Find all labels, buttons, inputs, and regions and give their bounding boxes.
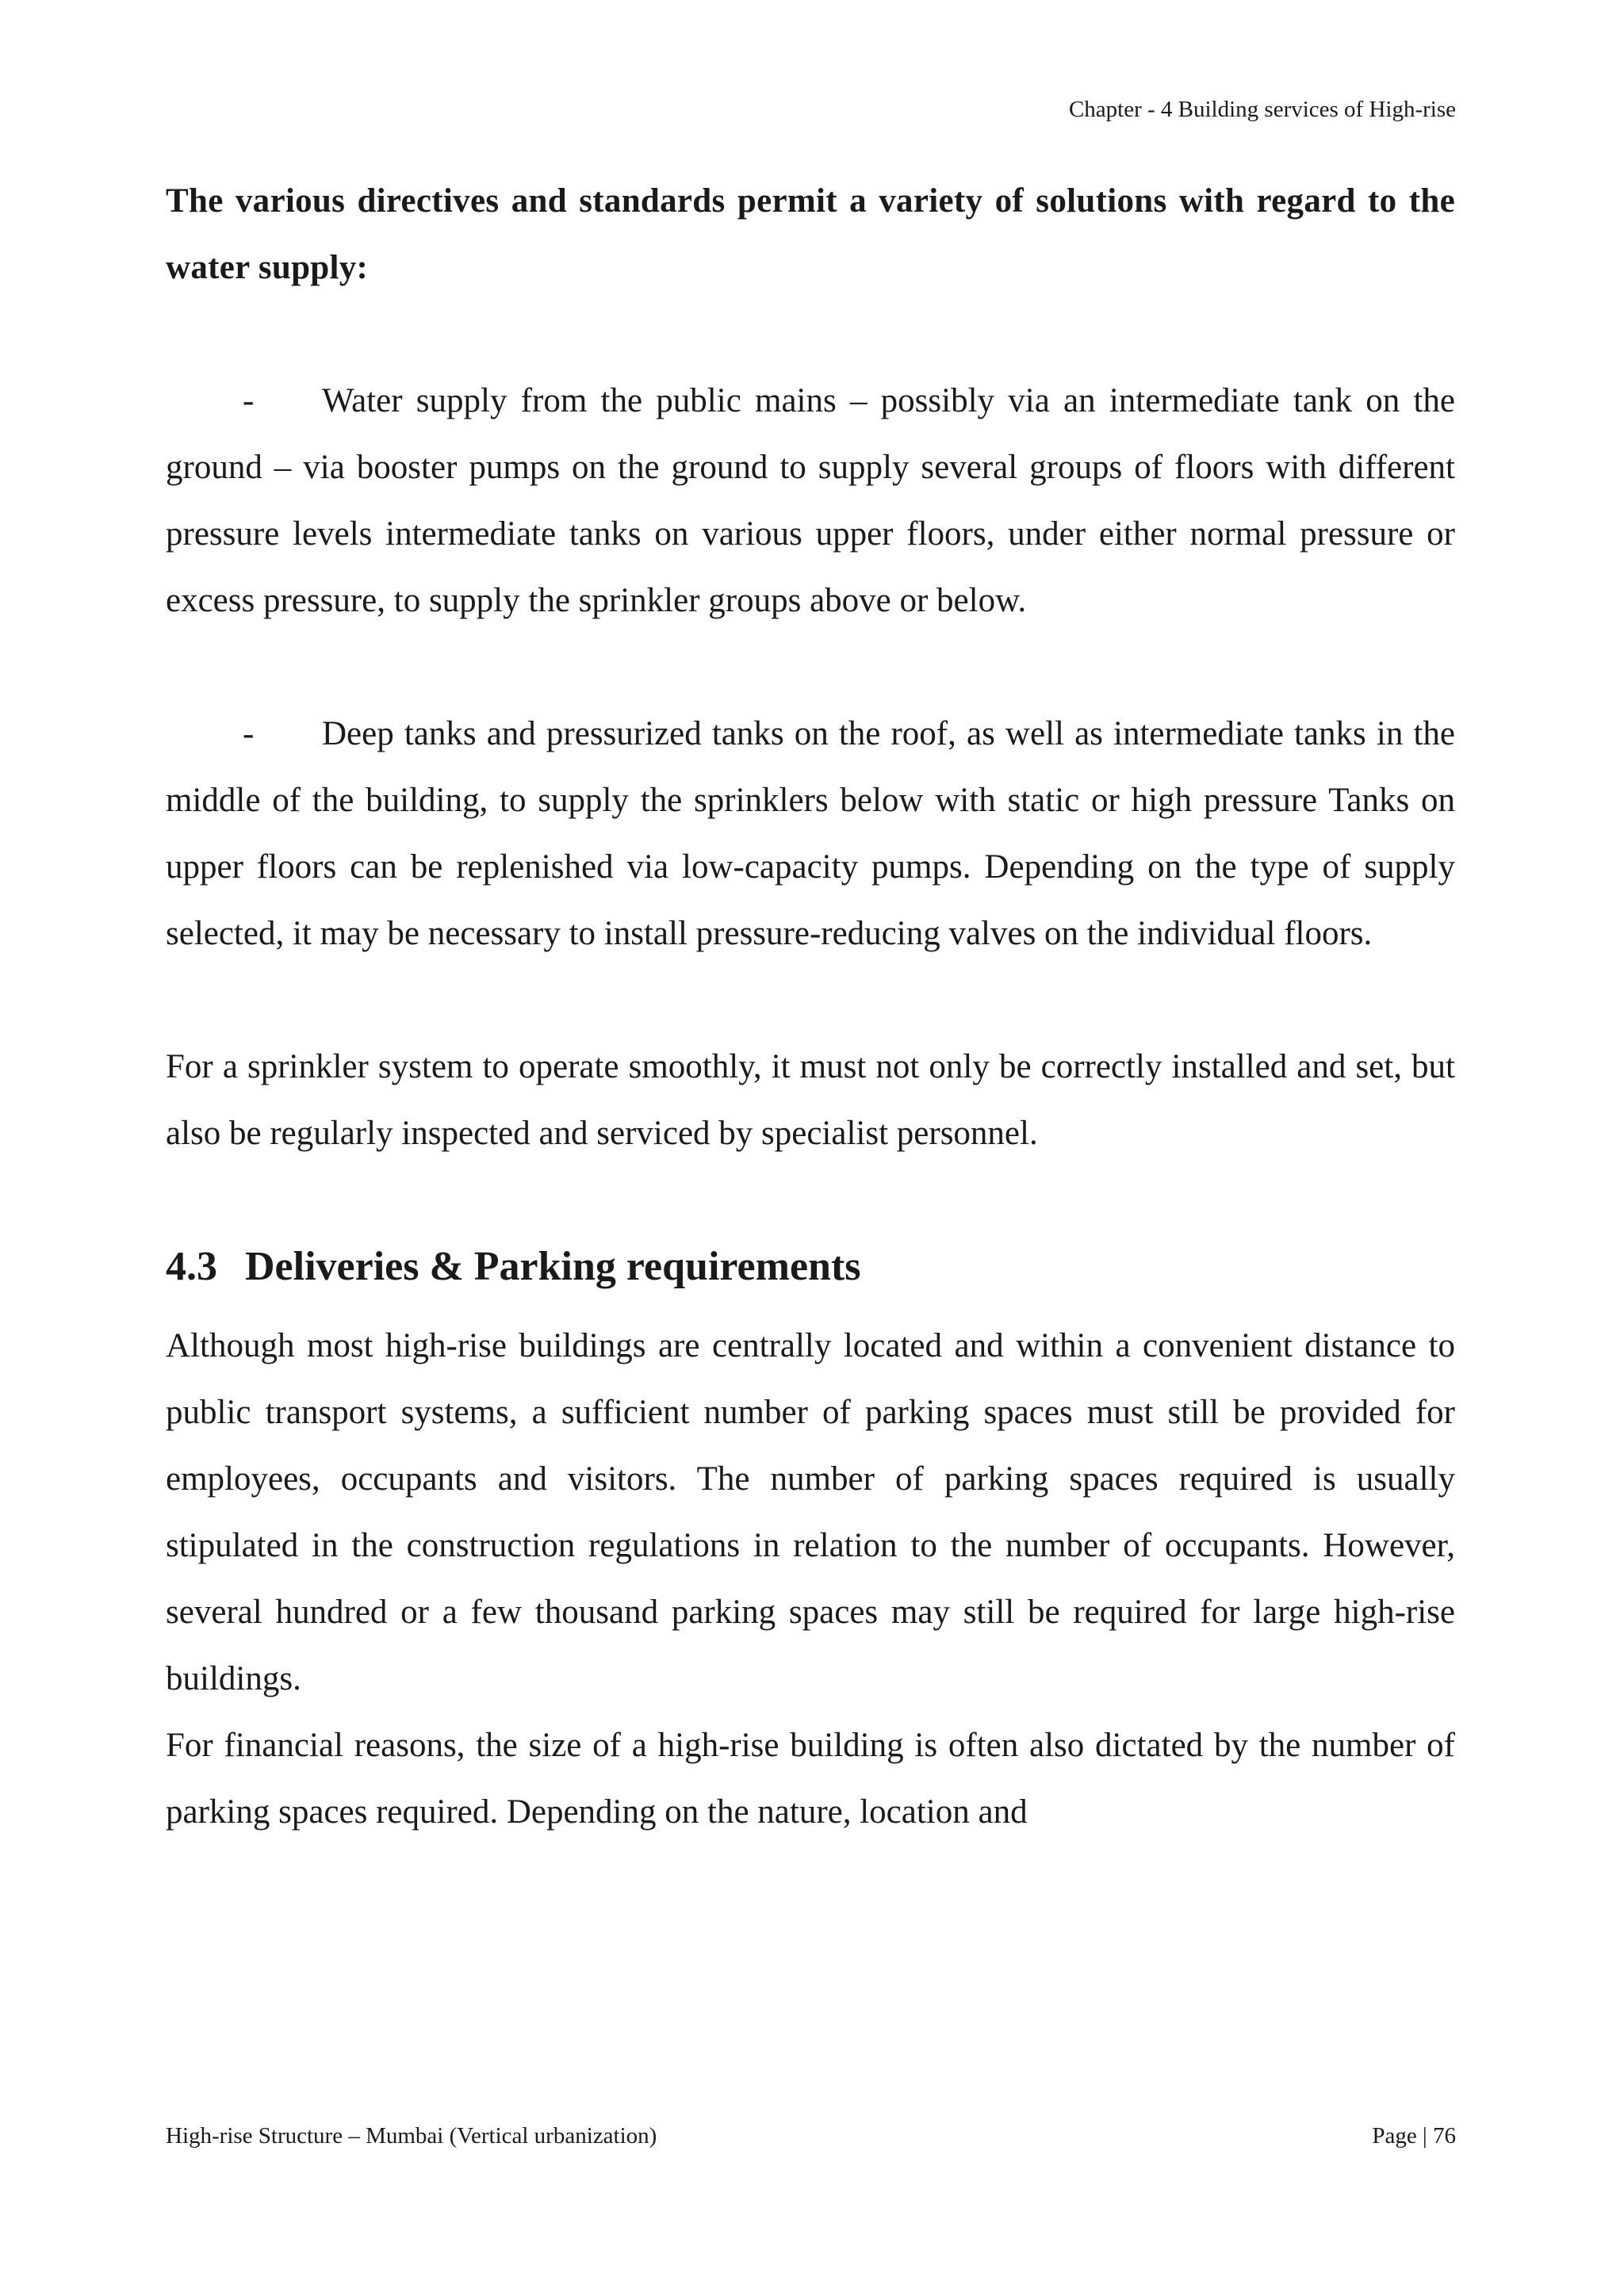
bullet-paragraph-1 xyxy=(166,368,1455,634)
parking-paragraph-1: Although most high-rise buildings are centrally located and within a convenient distance to public transport systems, a sufficient number of parking spaces must still be provided for employees, occupants and visitors. The number of parking spaces required is usually stipulated in the construction regulations in relation to the number of occupants. However, several hundred or a few thousand parking spaces may still be required for large high-rise buildings. xyxy=(166,1327,1455,1697)
spacer xyxy=(166,1167,1455,1234)
footer-document-title: High-rise Structure – Mumbai (Vertical urbanization) xyxy=(166,2123,657,2149)
spacer xyxy=(166,301,1455,368)
bullet-marker: - xyxy=(243,382,255,419)
section-number: 4.3 xyxy=(166,1244,217,1289)
bullet-text: Water supply from the public mains – possibly via an intermediate tank on the ground – via booster pumps on the ground to supply several groups of floors with different pressure levels intermediate tanks on various upper floors, under either normal pressure or excess pressure, to supply the sprinkler groups above or below. xyxy=(166,382,1455,619)
section-title: Deliveries & Parking requirements xyxy=(245,1244,861,1289)
parking-paragraph-2: For financial reasons, the size of a high-rise building is often also dictated by the number of parking spaces required. Depending on the nature, location and xyxy=(166,1727,1455,1831)
bullet-paragraph-2 xyxy=(166,701,1455,967)
spacer xyxy=(166,967,1455,1034)
intro-bold-paragraph: The various directives and standards permit a variety of solutions with regard to the water supply: xyxy=(166,182,1455,286)
spacer xyxy=(166,634,1455,701)
running-header: Chapter - 4 Building services of High-rise xyxy=(1068,97,1456,122)
page-content xyxy=(166,168,1455,1846)
sprinkler-paragraph: For a sprinkler system to operate smoothly, it must not only be correctly installed and set, but also be regularly inspected and serviced by specialist personnel. xyxy=(166,1048,1455,1152)
section-heading xyxy=(166,1234,1455,1300)
bullet-marker: - xyxy=(243,715,255,752)
footer-page-number: Page | 76 xyxy=(1372,2123,1456,2149)
bullet-text: Deep tanks and pressurized tanks on the roof, as well as intermediate tanks in the middle of the building, to supply the sprinklers below with static or high pressure Tanks on upper floors can be replenished via low-capacity pumps. Depending on the type of supply selected, it may be necessary to install pressure-reducing valves on the individual floors. xyxy=(166,715,1455,952)
